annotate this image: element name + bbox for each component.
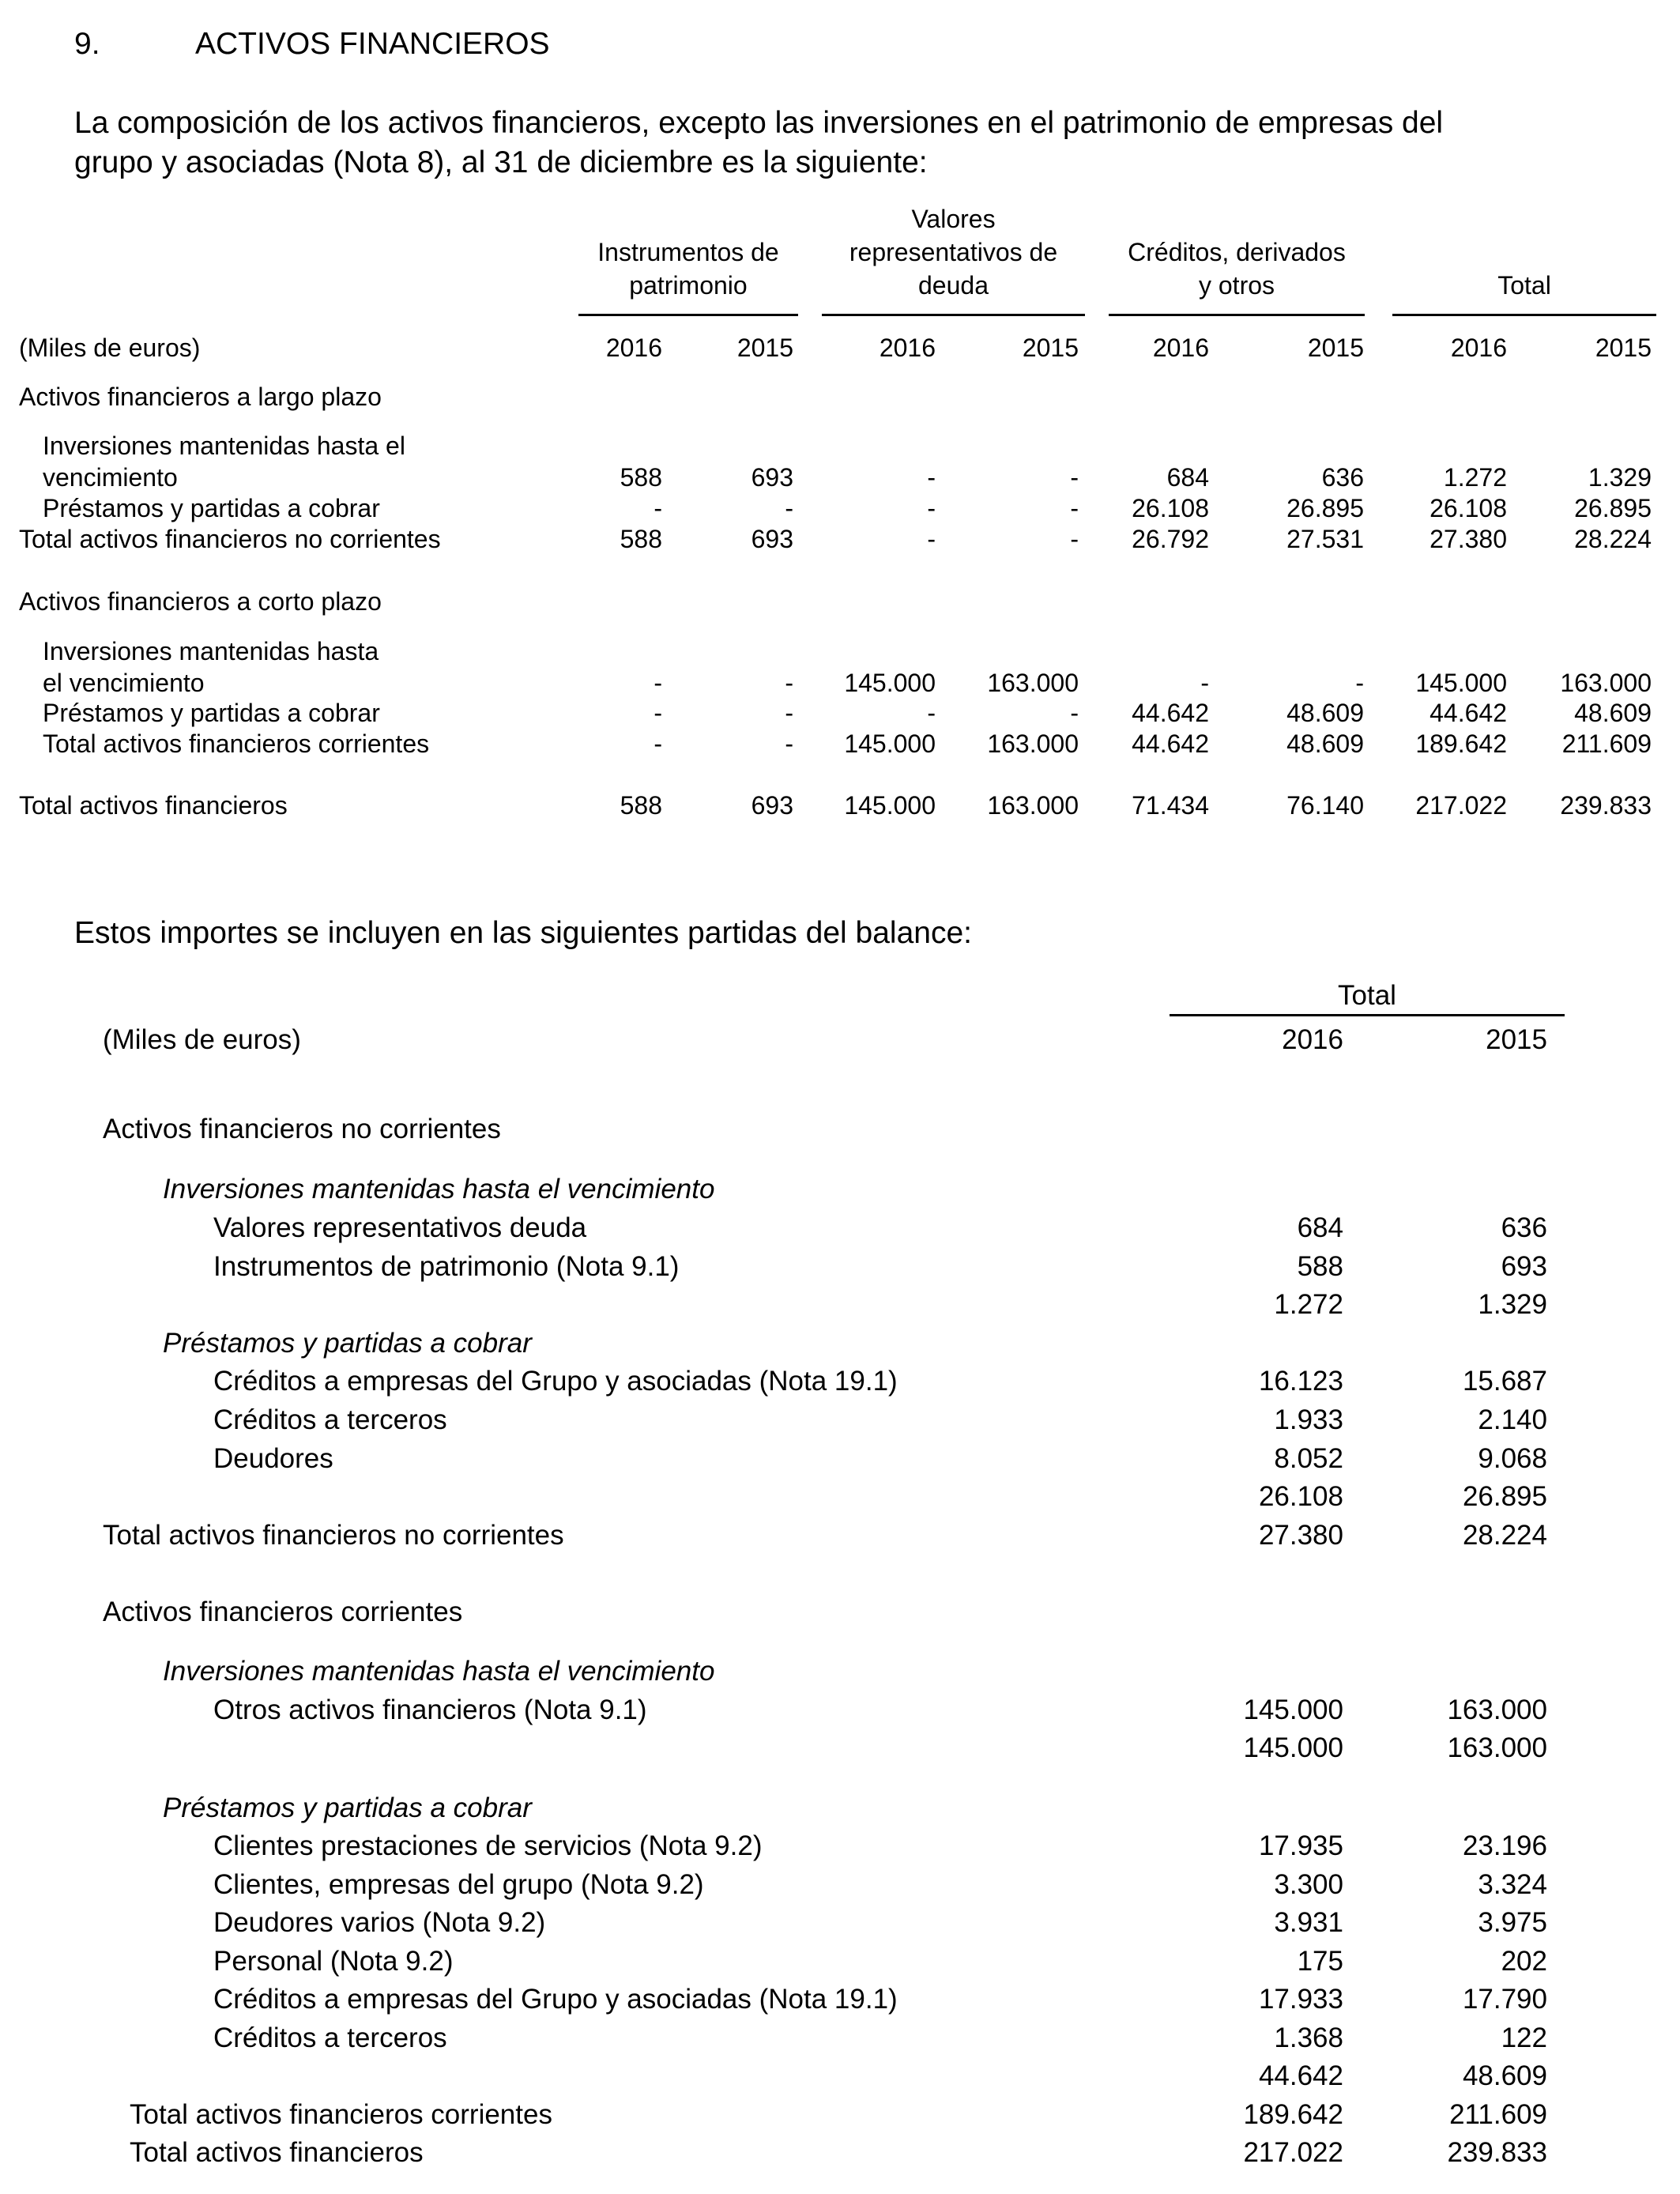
row-label: Total activos financieros corrientes bbox=[130, 2099, 552, 2130]
row-label: Créditos a terceros bbox=[213, 2022, 447, 2053]
year-header: 2016 bbox=[605, 334, 662, 362]
value-2015: 15.687 bbox=[1462, 1366, 1547, 1397]
column-group-rule bbox=[1392, 314, 1656, 316]
table-cell: - bbox=[1070, 494, 1079, 522]
table-cell: - bbox=[927, 463, 936, 492]
table-cell: 588 bbox=[620, 525, 662, 553]
row-label: Préstamos y partidas a cobrar bbox=[43, 494, 380, 522]
table-cell: 211.609 bbox=[1561, 729, 1652, 758]
value-2016: 175 bbox=[1297, 1946, 1343, 1977]
total-header-rule bbox=[1170, 1014, 1565, 1016]
year-header: 2016 bbox=[1152, 334, 1209, 362]
value-2015: 636 bbox=[1501, 1212, 1547, 1243]
value-2015: 9.068 bbox=[1478, 1443, 1547, 1474]
subsection-label: Inversiones mantenidas hasta el vencimiento bbox=[163, 1174, 715, 1204]
table-cell: 76.140 bbox=[1286, 791, 1364, 820]
value-2016: 3.300 bbox=[1274, 1869, 1343, 1900]
table-cell: - bbox=[654, 729, 662, 758]
value-2015: 23.196 bbox=[1462, 1830, 1547, 1861]
table-cell: 693 bbox=[751, 791, 793, 820]
value-2016: 8.052 bbox=[1274, 1443, 1343, 1474]
value-2016: 1.933 bbox=[1274, 1404, 1343, 1435]
table-cell: 163.000 bbox=[987, 669, 1079, 697]
column-group-rule bbox=[1109, 314, 1365, 316]
row-label: Créditos a terceros bbox=[213, 1404, 447, 1435]
table-cell: 693 bbox=[751, 463, 793, 492]
table-cell: 1.272 bbox=[1443, 463, 1507, 492]
row-label: Personal (Nota 9.2) bbox=[213, 1946, 454, 1977]
table-cell: 48.609 bbox=[1574, 699, 1652, 727]
year-header: 2015 bbox=[1022, 334, 1079, 362]
value-2016: 1.272 bbox=[1274, 1289, 1343, 1320]
table-cell: - bbox=[654, 669, 662, 697]
table-cell: 163.000 bbox=[1560, 669, 1652, 697]
column-group-header: Valores bbox=[911, 205, 996, 233]
table-cell: 145.000 bbox=[844, 791, 936, 820]
column-group-rule bbox=[578, 314, 798, 316]
year-2015-header: 2015 bbox=[1486, 1024, 1547, 1055]
table-cell: 189.642 bbox=[1415, 729, 1507, 758]
table-cell: - bbox=[654, 494, 662, 522]
value-2016: 684 bbox=[1297, 1212, 1343, 1243]
row-label: Activos financieros corrientes bbox=[103, 1596, 463, 1627]
row-label: Créditos a empresas del Grupo y asociadas (Nota 19.1) bbox=[213, 1366, 898, 1397]
column-group-header: deuda bbox=[918, 271, 989, 300]
table-cell: - bbox=[1200, 669, 1209, 697]
row-label: Deudores varios (Nota 9.2) bbox=[213, 1907, 546, 1938]
value-2016: 217.022 bbox=[1243, 2137, 1343, 2168]
row-label: Inversiones mantenidas hasta el bbox=[43, 432, 405, 460]
unit-label: (Miles de euros) bbox=[103, 1024, 301, 1055]
table-cell: - bbox=[1070, 463, 1079, 492]
section-number: 9. bbox=[74, 27, 100, 61]
subsection-label: Préstamos y partidas a cobrar bbox=[163, 1793, 532, 1823]
subsection-label: Inversiones mantenidas hasta el vencimiento bbox=[163, 1656, 715, 1687]
column-group-header: patrimonio bbox=[629, 271, 748, 300]
table-cell: 588 bbox=[620, 463, 662, 492]
year-2016-header: 2016 bbox=[1282, 1024, 1343, 1055]
table-cell: - bbox=[785, 494, 793, 522]
value-2015: 3.975 bbox=[1478, 1907, 1547, 1938]
value-2015: 2.140 bbox=[1478, 1404, 1547, 1435]
table-cell: 26.108 bbox=[1430, 494, 1507, 522]
row-label: vencimiento bbox=[43, 463, 178, 492]
column-group-header: Instrumentos de bbox=[597, 238, 779, 266]
value-2015: 163.000 bbox=[1447, 1695, 1547, 1725]
table-cell: 71.434 bbox=[1132, 791, 1209, 820]
value-2015: 693 bbox=[1501, 1251, 1547, 1282]
row-label: Total activos financieros bbox=[130, 2137, 424, 2168]
value-2016: 145.000 bbox=[1243, 1695, 1343, 1725]
table-cell: 145.000 bbox=[844, 729, 936, 758]
table-cell: 27.531 bbox=[1286, 525, 1364, 553]
intro-line-2: grupo y asociadas (Nota 8), al 31 de diciembre es la siguiente: bbox=[74, 145, 928, 179]
section-title: ACTIVOS FINANCIEROS bbox=[195, 27, 550, 61]
value-2015: 1.329 bbox=[1478, 1289, 1547, 1320]
column-group-header: Créditos, derivados bbox=[1128, 238, 1346, 266]
value-2016: 17.935 bbox=[1258, 1830, 1343, 1861]
table-cell: - bbox=[927, 525, 936, 553]
value-2016: 26.108 bbox=[1258, 1481, 1343, 1512]
year-header: 2016 bbox=[879, 334, 936, 362]
value-2015: 239.833 bbox=[1447, 2137, 1547, 2168]
table-cell: 163.000 bbox=[987, 729, 1079, 758]
value-2016: 3.931 bbox=[1274, 1907, 1343, 1938]
table-cell: 48.609 bbox=[1286, 729, 1364, 758]
table-cell: 44.642 bbox=[1132, 729, 1209, 758]
row-label: Activos financieros no corrientes bbox=[103, 1114, 501, 1144]
table-cell: 48.609 bbox=[1286, 699, 1364, 727]
table-cell: 27.380 bbox=[1430, 525, 1507, 553]
table-cell: 28.224 bbox=[1574, 525, 1652, 553]
row-label: Total activos financieros no corrientes bbox=[19, 525, 441, 553]
table-cell: 44.642 bbox=[1430, 699, 1507, 727]
table-cell: 26.108 bbox=[1132, 494, 1209, 522]
value-2016: 189.642 bbox=[1243, 2099, 1343, 2130]
year-header: 2015 bbox=[1307, 334, 1364, 362]
row-label: Otros activos financieros (Nota 9.1) bbox=[213, 1695, 647, 1725]
table-cell: - bbox=[1070, 699, 1079, 727]
table-cell: 588 bbox=[620, 791, 662, 820]
value-2016: 17.933 bbox=[1258, 1984, 1343, 2015]
table-cell: - bbox=[1355, 669, 1364, 697]
table-cell: 44.642 bbox=[1132, 699, 1209, 727]
row-label: Inversiones mantenidas hasta bbox=[43, 637, 379, 665]
table-cell: 145.000 bbox=[844, 669, 936, 697]
value-2015: 3.324 bbox=[1478, 1869, 1547, 1900]
table-cell: - bbox=[1070, 525, 1079, 553]
row-label: Clientes, empresas del grupo (Nota 9.2) bbox=[213, 1869, 704, 1900]
table-cell: 693 bbox=[751, 525, 793, 553]
value-2016: 145.000 bbox=[1243, 1732, 1343, 1763]
table-cell: - bbox=[927, 699, 936, 727]
value-2015: 202 bbox=[1501, 1946, 1547, 1977]
table-cell: 145.000 bbox=[1415, 669, 1507, 697]
year-header: 2016 bbox=[1450, 334, 1507, 362]
value-2015: 26.895 bbox=[1462, 1481, 1547, 1512]
table-cell: 26.792 bbox=[1132, 525, 1209, 553]
row-label: Total activos financieros corrientes bbox=[43, 729, 430, 758]
value-2015: 122 bbox=[1501, 2022, 1547, 2053]
row-label: Valores representativos deuda bbox=[213, 1212, 587, 1243]
table-cell: - bbox=[785, 669, 793, 697]
table-cell: - bbox=[785, 699, 793, 727]
column-group-header: y otros bbox=[1198, 271, 1275, 300]
table-cell: 239.833 bbox=[1560, 791, 1652, 820]
value-2016: 1.368 bbox=[1274, 2022, 1343, 2053]
table-cell: - bbox=[785, 729, 793, 758]
section-header-short-term: Activos financieros a corto plazo bbox=[19, 587, 382, 616]
table-cell: 217.022 bbox=[1415, 791, 1507, 820]
value-2016: 44.642 bbox=[1258, 2060, 1343, 2091]
table-cell: 636 bbox=[1321, 463, 1364, 492]
table-cell: 26.895 bbox=[1574, 494, 1652, 522]
year-header: 2015 bbox=[1595, 334, 1652, 362]
row-label: Clientes prestaciones de servicios (Nota 9.2) bbox=[213, 1830, 763, 1861]
section-header-long-term: Activos financieros a largo plazo bbox=[19, 383, 382, 411]
column-group-header: Total bbox=[1497, 271, 1551, 300]
table-cell: 1.329 bbox=[1588, 463, 1652, 492]
subsection-label: Préstamos y partidas a cobrar bbox=[163, 1328, 532, 1359]
column-group-rule bbox=[822, 314, 1085, 316]
row-label: Préstamos y partidas a cobrar bbox=[43, 699, 380, 727]
table-cell: - bbox=[654, 699, 662, 727]
value-2015: 17.790 bbox=[1462, 1984, 1547, 2015]
column-group-header: representativos de bbox=[849, 238, 1058, 266]
intro-line-1: La composición de los activos financieros, excepto las inversiones en el patrimonio de empresas del bbox=[74, 106, 1444, 140]
unit-label: (Miles de euros) bbox=[19, 334, 201, 362]
table-cell: 163.000 bbox=[987, 791, 1079, 820]
row-label: Instrumentos de patrimonio (Nota 9.1) bbox=[213, 1251, 680, 1282]
total-header: Total bbox=[1338, 980, 1396, 1011]
value-2016: 27.380 bbox=[1258, 1520, 1343, 1551]
table-cell: 26.895 bbox=[1286, 494, 1364, 522]
balance-intro: Estos importes se incluyen en las siguientes partidas del balance: bbox=[74, 916, 972, 950]
value-2015: 163.000 bbox=[1447, 1732, 1547, 1763]
row-label: el vencimiento bbox=[43, 669, 205, 697]
value-2015: 48.609 bbox=[1462, 2060, 1547, 2091]
table-cell: 684 bbox=[1166, 463, 1209, 492]
row-label: Deudores bbox=[213, 1443, 333, 1474]
table-cell: - bbox=[927, 494, 936, 522]
value-2015: 28.224 bbox=[1462, 1520, 1547, 1551]
row-label: Total activos financieros no corrientes bbox=[103, 1520, 564, 1551]
value-2016: 16.123 bbox=[1258, 1366, 1343, 1397]
year-header: 2015 bbox=[736, 334, 793, 362]
row-label: Créditos a empresas del Grupo y asociadas (Nota 19.1) bbox=[213, 1984, 898, 2015]
value-2015: 211.609 bbox=[1449, 2099, 1547, 2130]
grand-total-label: Total activos financieros bbox=[19, 791, 288, 820]
value-2016: 588 bbox=[1297, 1251, 1343, 1282]
